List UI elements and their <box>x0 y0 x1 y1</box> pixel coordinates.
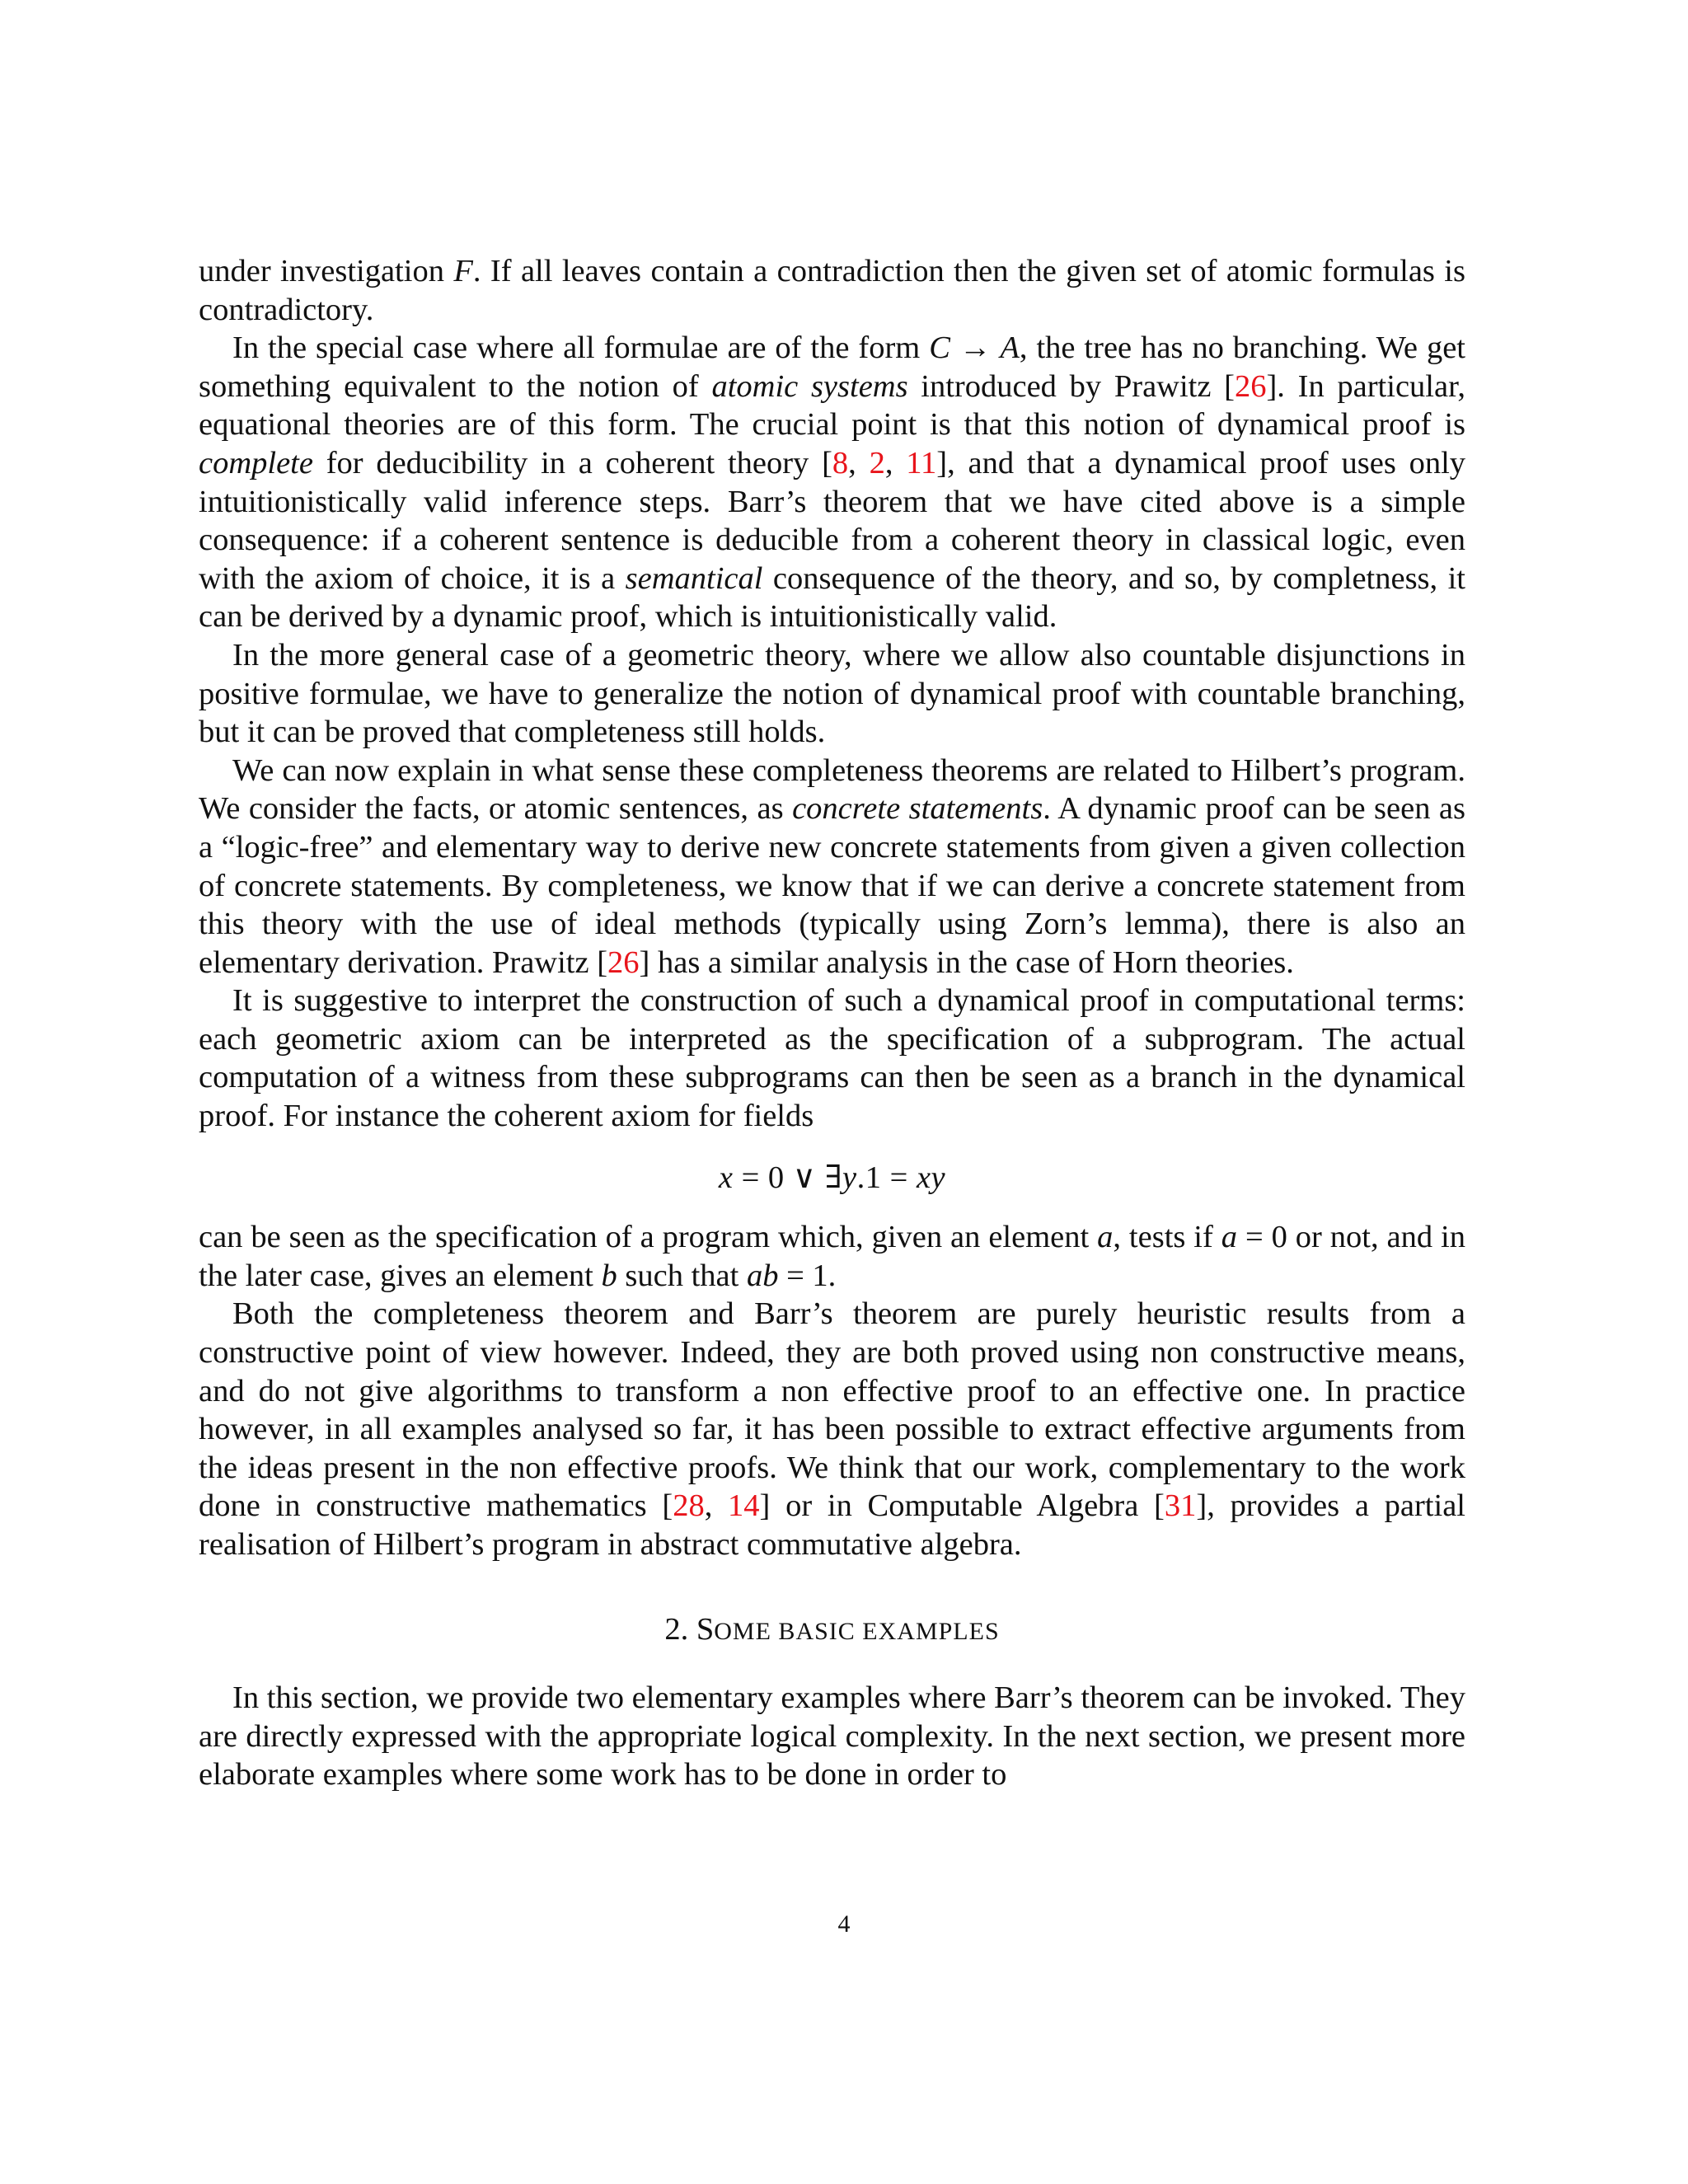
section-title-rest: OME BASIC EXAMPLES <box>714 1617 1000 1645</box>
paragraph-1 <box>199 329 1465 636</box>
paragraph-0 <box>199 252 1465 329</box>
section-title-initial: S <box>696 1611 715 1647</box>
text-run: , <box>848 445 870 480</box>
emphasis: semantical <box>625 560 763 596</box>
math-operator: .1 = <box>856 1160 917 1195</box>
math-symbol: F <box>453 254 473 288</box>
text-run: In the special case where all formulae are of the form <box>232 330 930 366</box>
math-operator: = 0 ∨ ∃ <box>733 1160 842 1195</box>
section-heading <box>199 1610 1465 1652</box>
citation-link[interactable]: 28 <box>673 1488 705 1524</box>
text-run: consequence of the theory, and so, by completness, it can be derived by a dynamic proof, which is intuitionistically valid. <box>199 560 1466 635</box>
section-number: 2. <box>664 1611 696 1647</box>
math-symbol: b <box>601 1258 617 1293</box>
paragraph-3 <box>199 752 1465 982</box>
paragraph-4: It is suggestive to interpret the construction of such a dynamical proof in computational terms: each geometric axiom can be interpreted as the specification of a subprogram. The actual computation of a witness from these subprograms can then be seen as a branch in the dynamical proof. For instance the coherent axiom for fields <box>199 983 1465 1134</box>
citation-link[interactable]: 26 <box>607 944 640 980</box>
text-run: such that <box>617 1258 747 1293</box>
math-arrow: → <box>950 330 1001 366</box>
text-run: ]. In particular, equational theories are of this form. The crucial point is that this notion of dynamical proof is <box>199 368 1465 443</box>
math-symbol: y <box>842 1160 857 1195</box>
text-run: , <box>704 1488 729 1524</box>
emphasis: complete <box>199 445 313 480</box>
text-run: We can now explain in what sense these completeness theorems are related to Hilbert’s program. We consider the facts, or atomic sentences, as <box>199 752 1465 827</box>
text-run: can be seen as the specification of a program which, given an element <box>199 1220 1098 1255</box>
math-symbol: x <box>718 1160 734 1195</box>
paragraph-7: In this section, we provide two elementary examples where Barr’s theorem can be invoked. They are directly expressed with the appropriate logical complexity. In the next section, we present more elaborate examples where some work has to be done in order to <box>199 1680 1465 1793</box>
citation-link[interactable]: 31 <box>1164 1488 1197 1524</box>
citation-link[interactable]: 11 <box>906 445 937 480</box>
text-run: for deducibility in a coherent theory [ <box>312 445 832 480</box>
text-run: ], provides a partial realisation of Hilbert’s program in abstract commutative algebra. <box>199 1488 1465 1562</box>
text-run: . A dynamic proof can be seen as a “logic-free” and elementary way to derive new concrete statements from given a given collection of concrete statements. By completeness, we know that if we can derive a concrete statement from this theory with the use of ideal methods (typically using Zorn’s lemma), there is also an elementary derivation. Prawitz [ <box>199 791 1466 980</box>
text-run: ], and that a dynamical proof uses only intuitionistically valid inference steps. Barr’s theorem that we have cited above is a simple consequence: if a coherent sentence is deducible from a coherent theory in classical logic, even with the axiom of choice, it is a <box>199 445 1466 596</box>
emphasis: concrete statements <box>792 791 1043 827</box>
body-text <box>199 252 1465 1794</box>
math-symbol: a <box>1097 1220 1114 1255</box>
citation-link[interactable]: 14 <box>728 1488 760 1524</box>
math-symbol: a <box>1221 1220 1238 1255</box>
citation-link[interactable]: 8 <box>832 445 849 480</box>
text-run: Both the completeness theorem and Barr’s theorem are purely heuristic results from a constructive point of view however. Indeed, they are both proved using non constructive means, and do not give algorithms to transform a non effective proof to an effective one. In practice however, in all examples analysed so far, it has been possible to extract effective arguments from the ideas present in the non effective proofs. We think that our work, complementary to the work done in constructive mathematics [ <box>199 1296 1465 1524</box>
emphasis: atomic systems <box>711 368 908 404</box>
page-number: 4 <box>837 1910 851 1938</box>
paragraph-6 <box>199 1295 1465 1563</box>
paragraph-5 <box>199 1218 1465 1295</box>
text-run: introduced by Prawitz [ <box>907 368 1235 404</box>
text-run: under investigation <box>199 254 454 288</box>
text-run: ] or in Computable Algebra [ <box>759 1488 1165 1524</box>
math-symbol: C <box>929 330 950 366</box>
text-run: = 1. <box>778 1258 837 1293</box>
display-equation <box>199 1159 1465 1197</box>
citation-link[interactable]: 2 <box>869 445 885 480</box>
math-symbol: xy <box>916 1160 946 1195</box>
math-symbol: A <box>1000 330 1020 366</box>
text-run: , <box>884 445 907 480</box>
text-run: ] has a similar analysis in the case of Horn theories. <box>639 944 1294 980</box>
text-run: = 0 or not, and in the later case, gives an element <box>199 1220 1466 1293</box>
paragraph-2: In the more general case of a geometric theory, where we allow also countable disjunctions in positive formulae, we have to generalize the notion of dynamical proof with countable branching, but it can be proved that completeness still holds. <box>199 637 1465 750</box>
text-run: . If all leaves contain a contradiction then the given set of atomic formulas is contradictory. <box>199 254 1465 327</box>
text-run: , the tree has no branching. We get something equivalent to the notion of <box>199 330 1465 404</box>
text-run: , tests if <box>1113 1220 1221 1255</box>
citation-link[interactable]: 26 <box>1234 368 1267 404</box>
math-symbol: ab <box>746 1258 779 1293</box>
